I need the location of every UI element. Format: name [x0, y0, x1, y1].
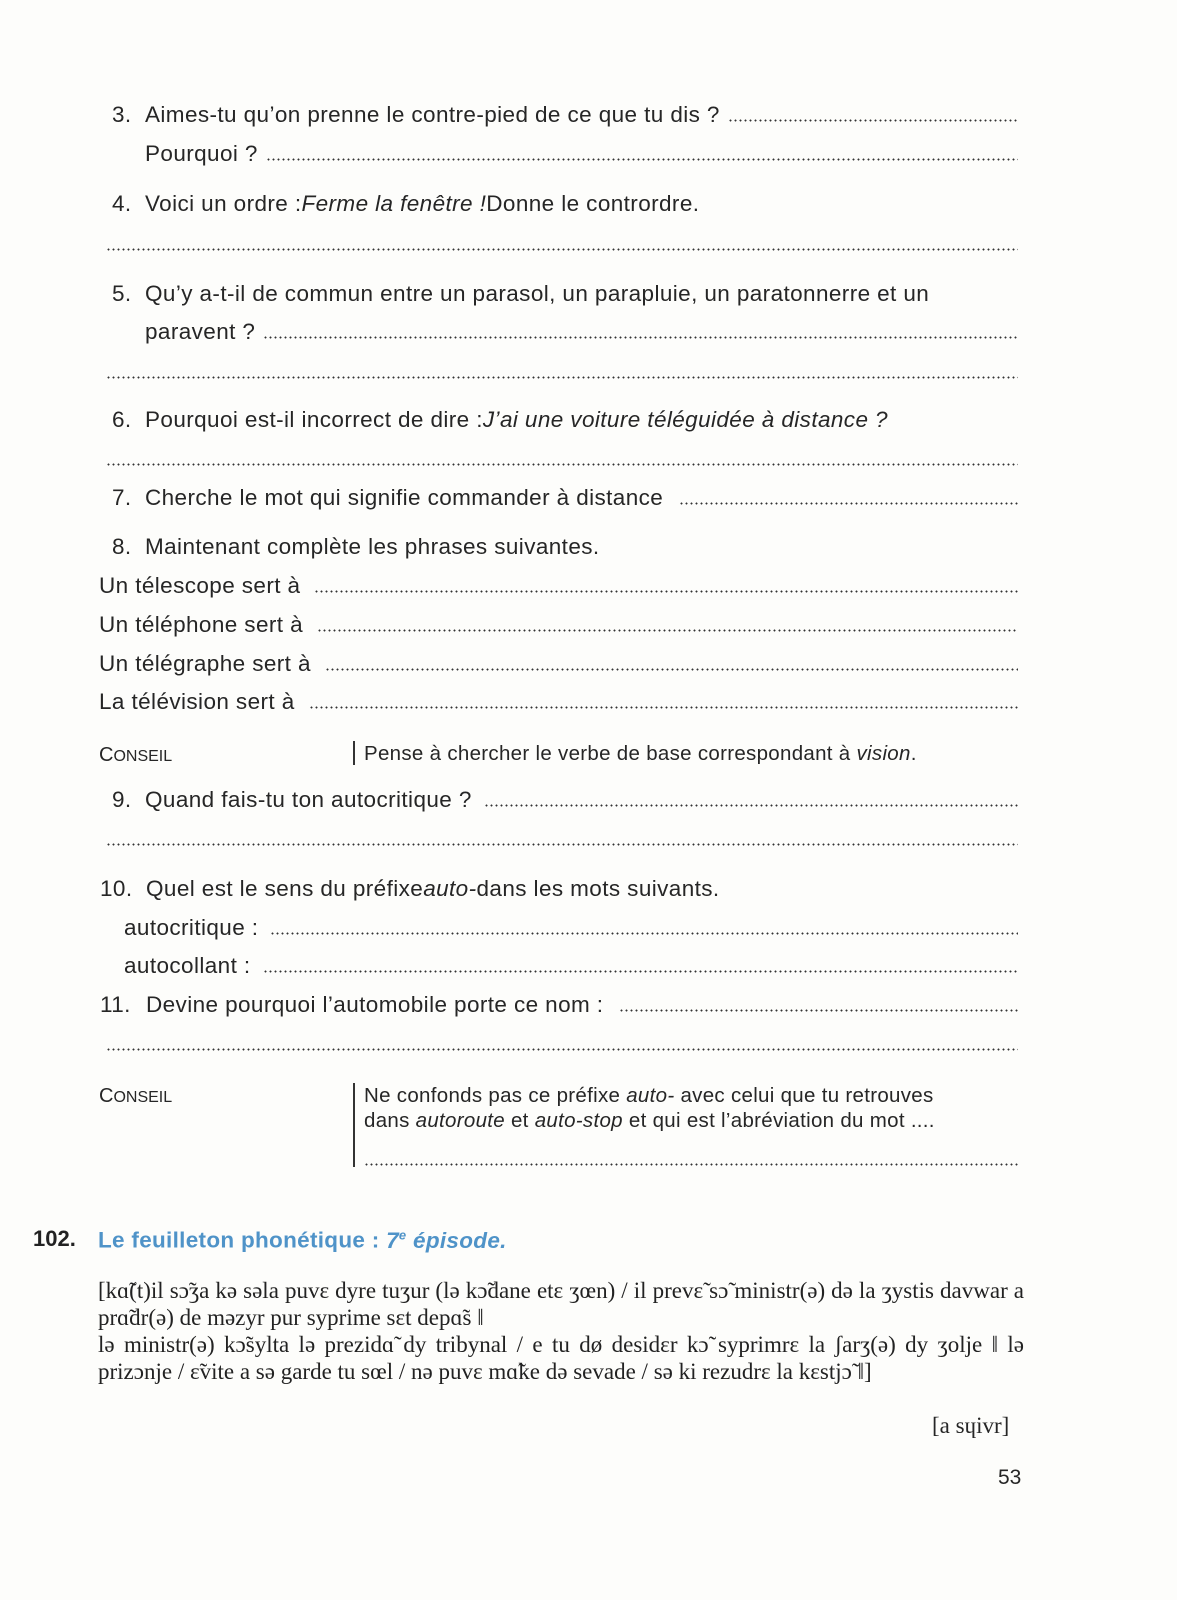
- answer-line[interactable]: [484, 804, 1018, 807]
- question-text: Maintenant complète les phrases suivantes.: [145, 534, 600, 559]
- question-4: [112, 191, 1018, 217]
- answer-line[interactable]: [309, 706, 1018, 709]
- phonetic-paragraph: [kɑ̃(t)il sɔ̃ʒa kə səla puvɛ dyre tuʒur (lə kɔ̃dane etɛ ʒœn) / il prevɛ̃ sɔ̃ ministr(ə) də la ʒystis davwar a prɑ̃dr(ə) de məzyr pur syprime sɛt depɑ̃s ‖: [98, 1278, 1024, 1330]
- question-text: Voici un ordre :: [145, 191, 302, 216]
- page-number: 53: [998, 1466, 1022, 1489]
- conseil-line: Ne confonds pas ce préfixe auto- avec celui que tu retrouves: [364, 1084, 934, 1107]
- conseil-divider: [353, 1083, 355, 1167]
- answer-line[interactable]: [266, 158, 1018, 161]
- prefix-item: [124, 953, 1018, 979]
- question-6: [112, 407, 1018, 433]
- question-number: 9.: [112, 787, 132, 812]
- sentence-text: La télévision sert à: [99, 689, 295, 714]
- prefix-word: autocritique :: [124, 915, 259, 940]
- conseil-text: Pense à chercher le verbe de base correspondant à vision.: [364, 742, 917, 765]
- question-7: [112, 485, 1018, 511]
- answer-line[interactable]: [364, 1163, 1018, 1166]
- question-italic: Ferme la fenêtre !: [301, 191, 487, 216]
- sentence-item: [99, 651, 1018, 677]
- question-text: Quel est le sens du préfixe: [146, 876, 424, 901]
- question-text: dans les mots suivants.: [476, 876, 720, 901]
- question-text: Donne le contrordre.: [486, 191, 700, 216]
- phonetic-paragraph: lə ministr(ə) kɔ̃sylta lə prezidɑ̃ dy tribynal / e tu dø desidɛr kɔ̃ syprimrɛ la ʃarʒ(ə) dy ʒolje ‖ lə prizɔnje / ɛ̃vite a sə garde tu sœl / nə puvɛ mɑ̃ke də sevade / sə ki rezudrɛ la kɛstjɔ̃ ‖]: [98, 1332, 1024, 1384]
- answer-line[interactable]: [679, 502, 1018, 505]
- answer-line[interactable]: [106, 843, 1018, 846]
- answer-line[interactable]: [106, 463, 1018, 466]
- answer-line[interactable]: [106, 248, 1018, 251]
- conseil-text: [364, 1083, 1026, 1133]
- answer-line[interactable]: [619, 1009, 1018, 1012]
- question-number: 7.: [112, 485, 132, 510]
- question-text: Aimes-tu qu’on prenne le contre-pied de ce que tu dis ?: [145, 102, 720, 127]
- to-be-continued: [a sɥivr]: [932, 1413, 1010, 1438]
- question-3-followup: [145, 141, 1018, 167]
- sentence-item: [99, 689, 1018, 715]
- conseil-label: CONSEIL: [99, 1085, 173, 1107]
- question-number: 11.: [100, 992, 131, 1017]
- question-number: 5.: [112, 281, 132, 306]
- question-text: Pourquoi est-il incorrect de dire :: [145, 407, 483, 432]
- question-text: Pourquoi ?: [145, 141, 258, 166]
- question-5-followup: [145, 319, 1018, 345]
- question-text: Cherche le mot qui signifie commander à distance: [145, 485, 664, 510]
- question-3: [112, 102, 1018, 128]
- answer-line[interactable]: [106, 376, 1018, 379]
- answer-line[interactable]: [270, 932, 1018, 935]
- exercise-number: 102.: [33, 1226, 76, 1251]
- sentence-text: Un télescope sert à: [99, 573, 301, 598]
- conseil-divider: [353, 741, 355, 765]
- question-number: 3.: [112, 102, 132, 127]
- sentence-item: [99, 573, 1018, 599]
- prefix-item: [124, 915, 1018, 941]
- answer-line[interactable]: [317, 629, 1018, 632]
- question-italic: J’ai une voiture téléguidée à distance ?: [482, 407, 888, 432]
- answer-line[interactable]: [263, 336, 1018, 339]
- question-text: Quand fais-tu ton autocritique ?: [145, 787, 472, 812]
- answer-line[interactable]: [263, 970, 1018, 973]
- question-8: [112, 534, 1018, 560]
- question-9: [112, 787, 1018, 813]
- prefix-word: autocollant :: [124, 953, 251, 978]
- question-number: 8.: [112, 534, 132, 559]
- answer-line[interactable]: [314, 590, 1018, 593]
- question-5: [112, 281, 1018, 307]
- sentence-item: [99, 612, 1018, 638]
- question-text: Devine pourquoi l’automobile porte ce nom :: [146, 992, 604, 1017]
- sentence-text: Un télégraphe sert à: [99, 651, 311, 676]
- phonetic-text: [98, 1277, 1024, 1385]
- sentence-text: Un téléphone sert à: [99, 612, 303, 637]
- question-number: 10.: [100, 876, 133, 901]
- answer-line[interactable]: [325, 668, 1018, 671]
- conseil-label: CONSEIL: [99, 744, 173, 766]
- question-italic: auto-: [423, 876, 477, 901]
- question-text: Qu’y a-t-il de commun entre un parasol, un parapluie, un paratonnerre et un: [145, 281, 930, 306]
- conseil-line: dans autoroute et auto-stop et qui est l’abréviation du mot ....: [364, 1109, 935, 1132]
- question-number: 4.: [112, 191, 132, 216]
- question-text: paravent ?: [145, 319, 256, 344]
- question-number: 6.: [112, 407, 132, 432]
- answer-line[interactable]: [728, 119, 1018, 122]
- question-10: [100, 876, 1018, 902]
- question-11: [100, 992, 1018, 1018]
- exercise-title: Le feuilleton phonétique : 7e épisode.: [98, 1227, 507, 1253]
- answer-line[interactable]: [106, 1048, 1018, 1051]
